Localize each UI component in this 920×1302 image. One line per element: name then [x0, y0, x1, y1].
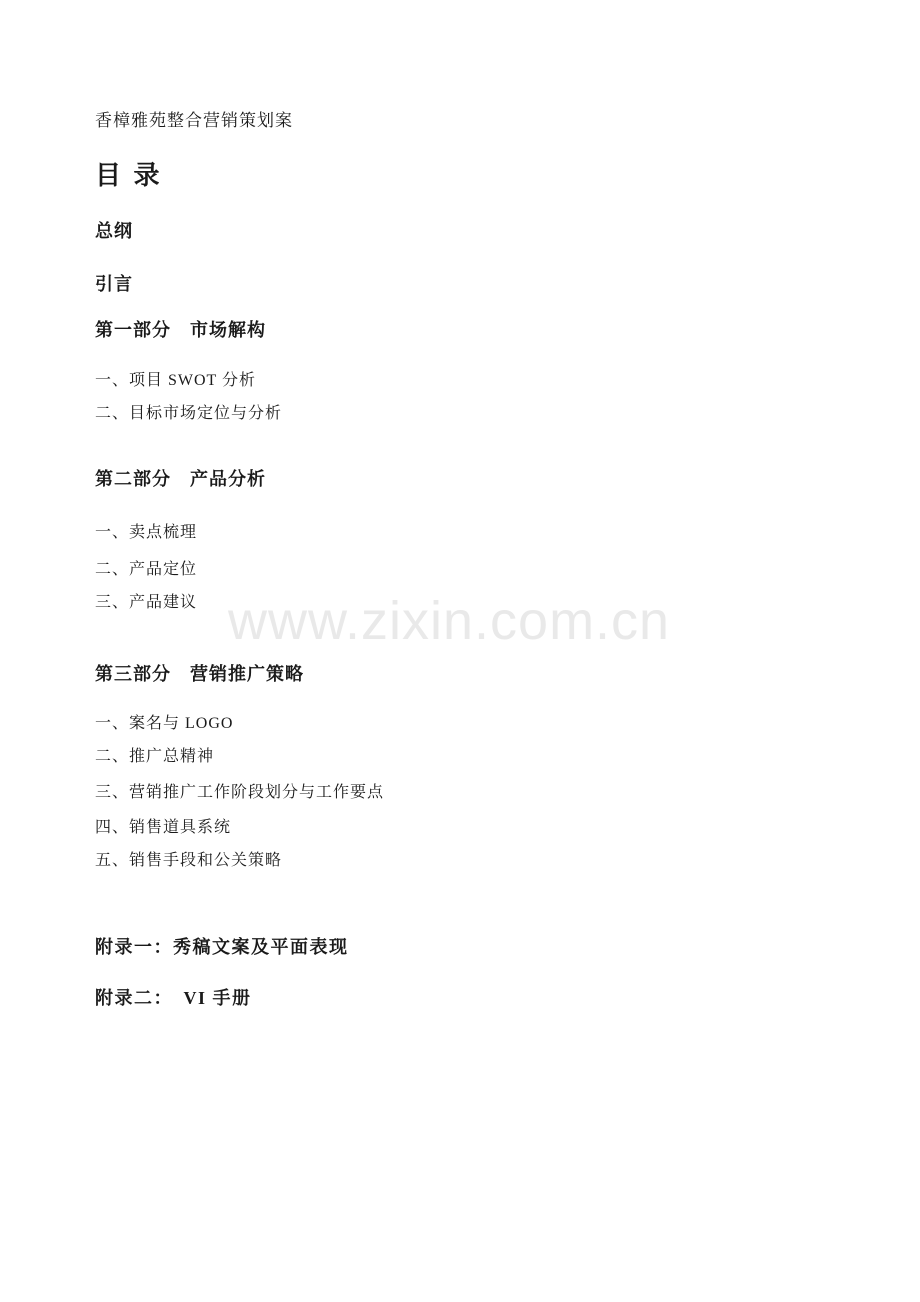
toc-entry-appendix1: 附录一：秀稿文案及平面表现 [95, 937, 349, 957]
page-title: 目 录 [95, 161, 163, 190]
toc-entry-part1-heading: 第一部分 市场解构 [95, 320, 266, 340]
toc-entry-part2-item1: 一、卖点梳理 [95, 524, 198, 541]
toc-entry-overview: 总纲 [95, 221, 133, 241]
toc-entry-introduction: 引言 [95, 274, 133, 294]
toc-entry-part3-item3: 三、营销推广工作阶段划分与工作要点 [95, 784, 385, 801]
toc-entry-part3-item1: 一、案名与 LOGO [95, 715, 234, 732]
toc-entry-part2-heading: 第二部分 产品分析 [95, 469, 266, 489]
watermark-text: www.zixin.com.cn [228, 591, 671, 651]
document-header: 香樟雅苑整合营销策划案 [95, 111, 293, 130]
toc-entry-part2-item2: 二、产品定位 [95, 561, 198, 578]
toc-entry-part1-item2: 二、目标市场定位与分析 [95, 405, 283, 422]
toc-entry-appendix2: 附录二： VI 手册 [95, 988, 252, 1008]
toc-entry-part2-item3: 三、产品建议 [95, 594, 198, 611]
toc-entry-part1-item1: 一、项目 SWOT 分析 [95, 372, 257, 389]
toc-entry-part3-item4: 四、销售道具系统 [95, 819, 232, 836]
toc-entry-part3-item5: 五、销售手段和公关策略 [95, 852, 283, 869]
toc-entry-part3-item2: 二、推广总精神 [95, 748, 215, 765]
toc-entry-part3-heading: 第三部分 营销推广策略 [95, 664, 304, 684]
